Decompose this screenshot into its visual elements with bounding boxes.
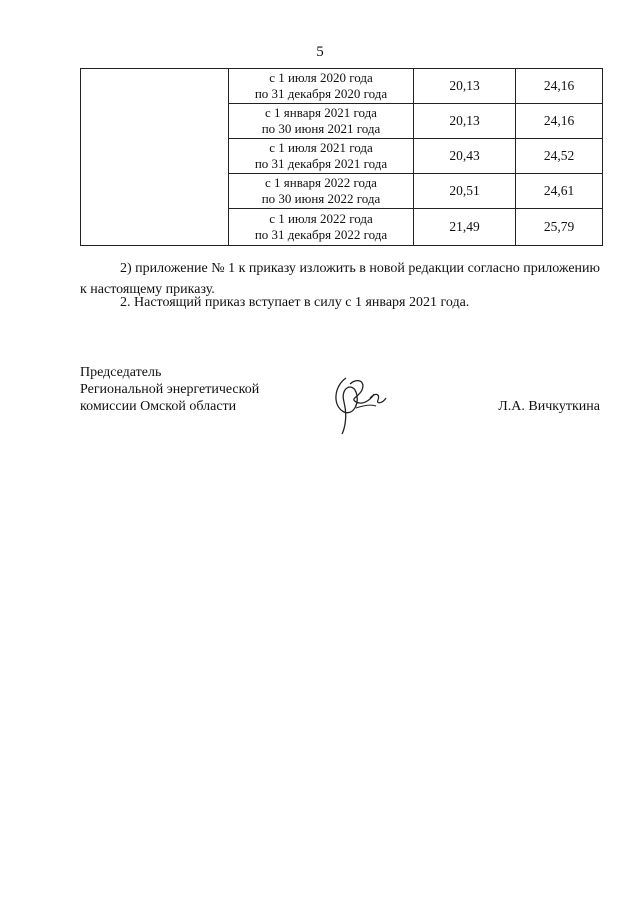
signatory-title-line: Региональной энергетической <box>80 382 260 397</box>
signatory-title-line: Председатель <box>80 365 162 380</box>
period-end: по 31 декабря 2020 года <box>254 86 388 101</box>
tariff-table <box>80 68 603 246</box>
period-end: по 30 июня 2022 года <box>261 191 381 206</box>
period-start: с 1 января 2021 года <box>265 105 377 120</box>
paragraph-effective-date: 2. Настоящий приказ вступает в силу с 1 января 2021 года. <box>120 295 470 310</box>
handwritten-signature-icon <box>326 368 396 438</box>
period-start: с 1 июля 2020 года <box>269 70 373 85</box>
signer-name: Л.А. Вичкуткина <box>498 399 600 414</box>
paragraph-amendment: 2) приложение № 1 к приказу изложить в новой редакции согласно приложению к настоящему приказу. <box>80 261 600 297</box>
period-start: с 1 июля 2021 года <box>269 140 373 155</box>
value-cell-1: 21,49 <box>414 209 516 246</box>
merged-empty-cell <box>81 69 229 246</box>
value-cell-2: 24,61 <box>516 174 603 209</box>
period-cell <box>229 174 414 209</box>
value-cell-2: 24,16 <box>516 104 603 139</box>
period-cell <box>229 139 414 174</box>
value-cell-2: 25,79 <box>516 209 603 246</box>
value-cell-2: 24,52 <box>516 139 603 174</box>
value-cell-2: 24,16 <box>516 69 603 104</box>
period-cell <box>229 104 414 139</box>
period-cell <box>229 209 414 246</box>
period-end: по 30 июня 2021 года <box>261 121 381 136</box>
period-cell <box>229 69 414 104</box>
page-number: 5 <box>316 44 324 60</box>
table-row <box>81 69 603 104</box>
period-start: с 1 января 2022 года <box>265 175 377 190</box>
signatory-title <box>80 364 259 415</box>
period-start: с 1 июля 2022 года <box>269 211 373 226</box>
period-end: по 31 декабря 2021 года <box>254 156 388 171</box>
period-end: по 31 декабря 2022 года <box>254 227 388 242</box>
value-cell-1: 20,13 <box>414 69 516 104</box>
value-cell-1: 20,43 <box>414 139 516 174</box>
value-cell-1: 20,51 <box>414 174 516 209</box>
signatory-title-line: комиссии Омской области <box>80 399 237 414</box>
value-cell-1: 20,13 <box>414 104 516 139</box>
